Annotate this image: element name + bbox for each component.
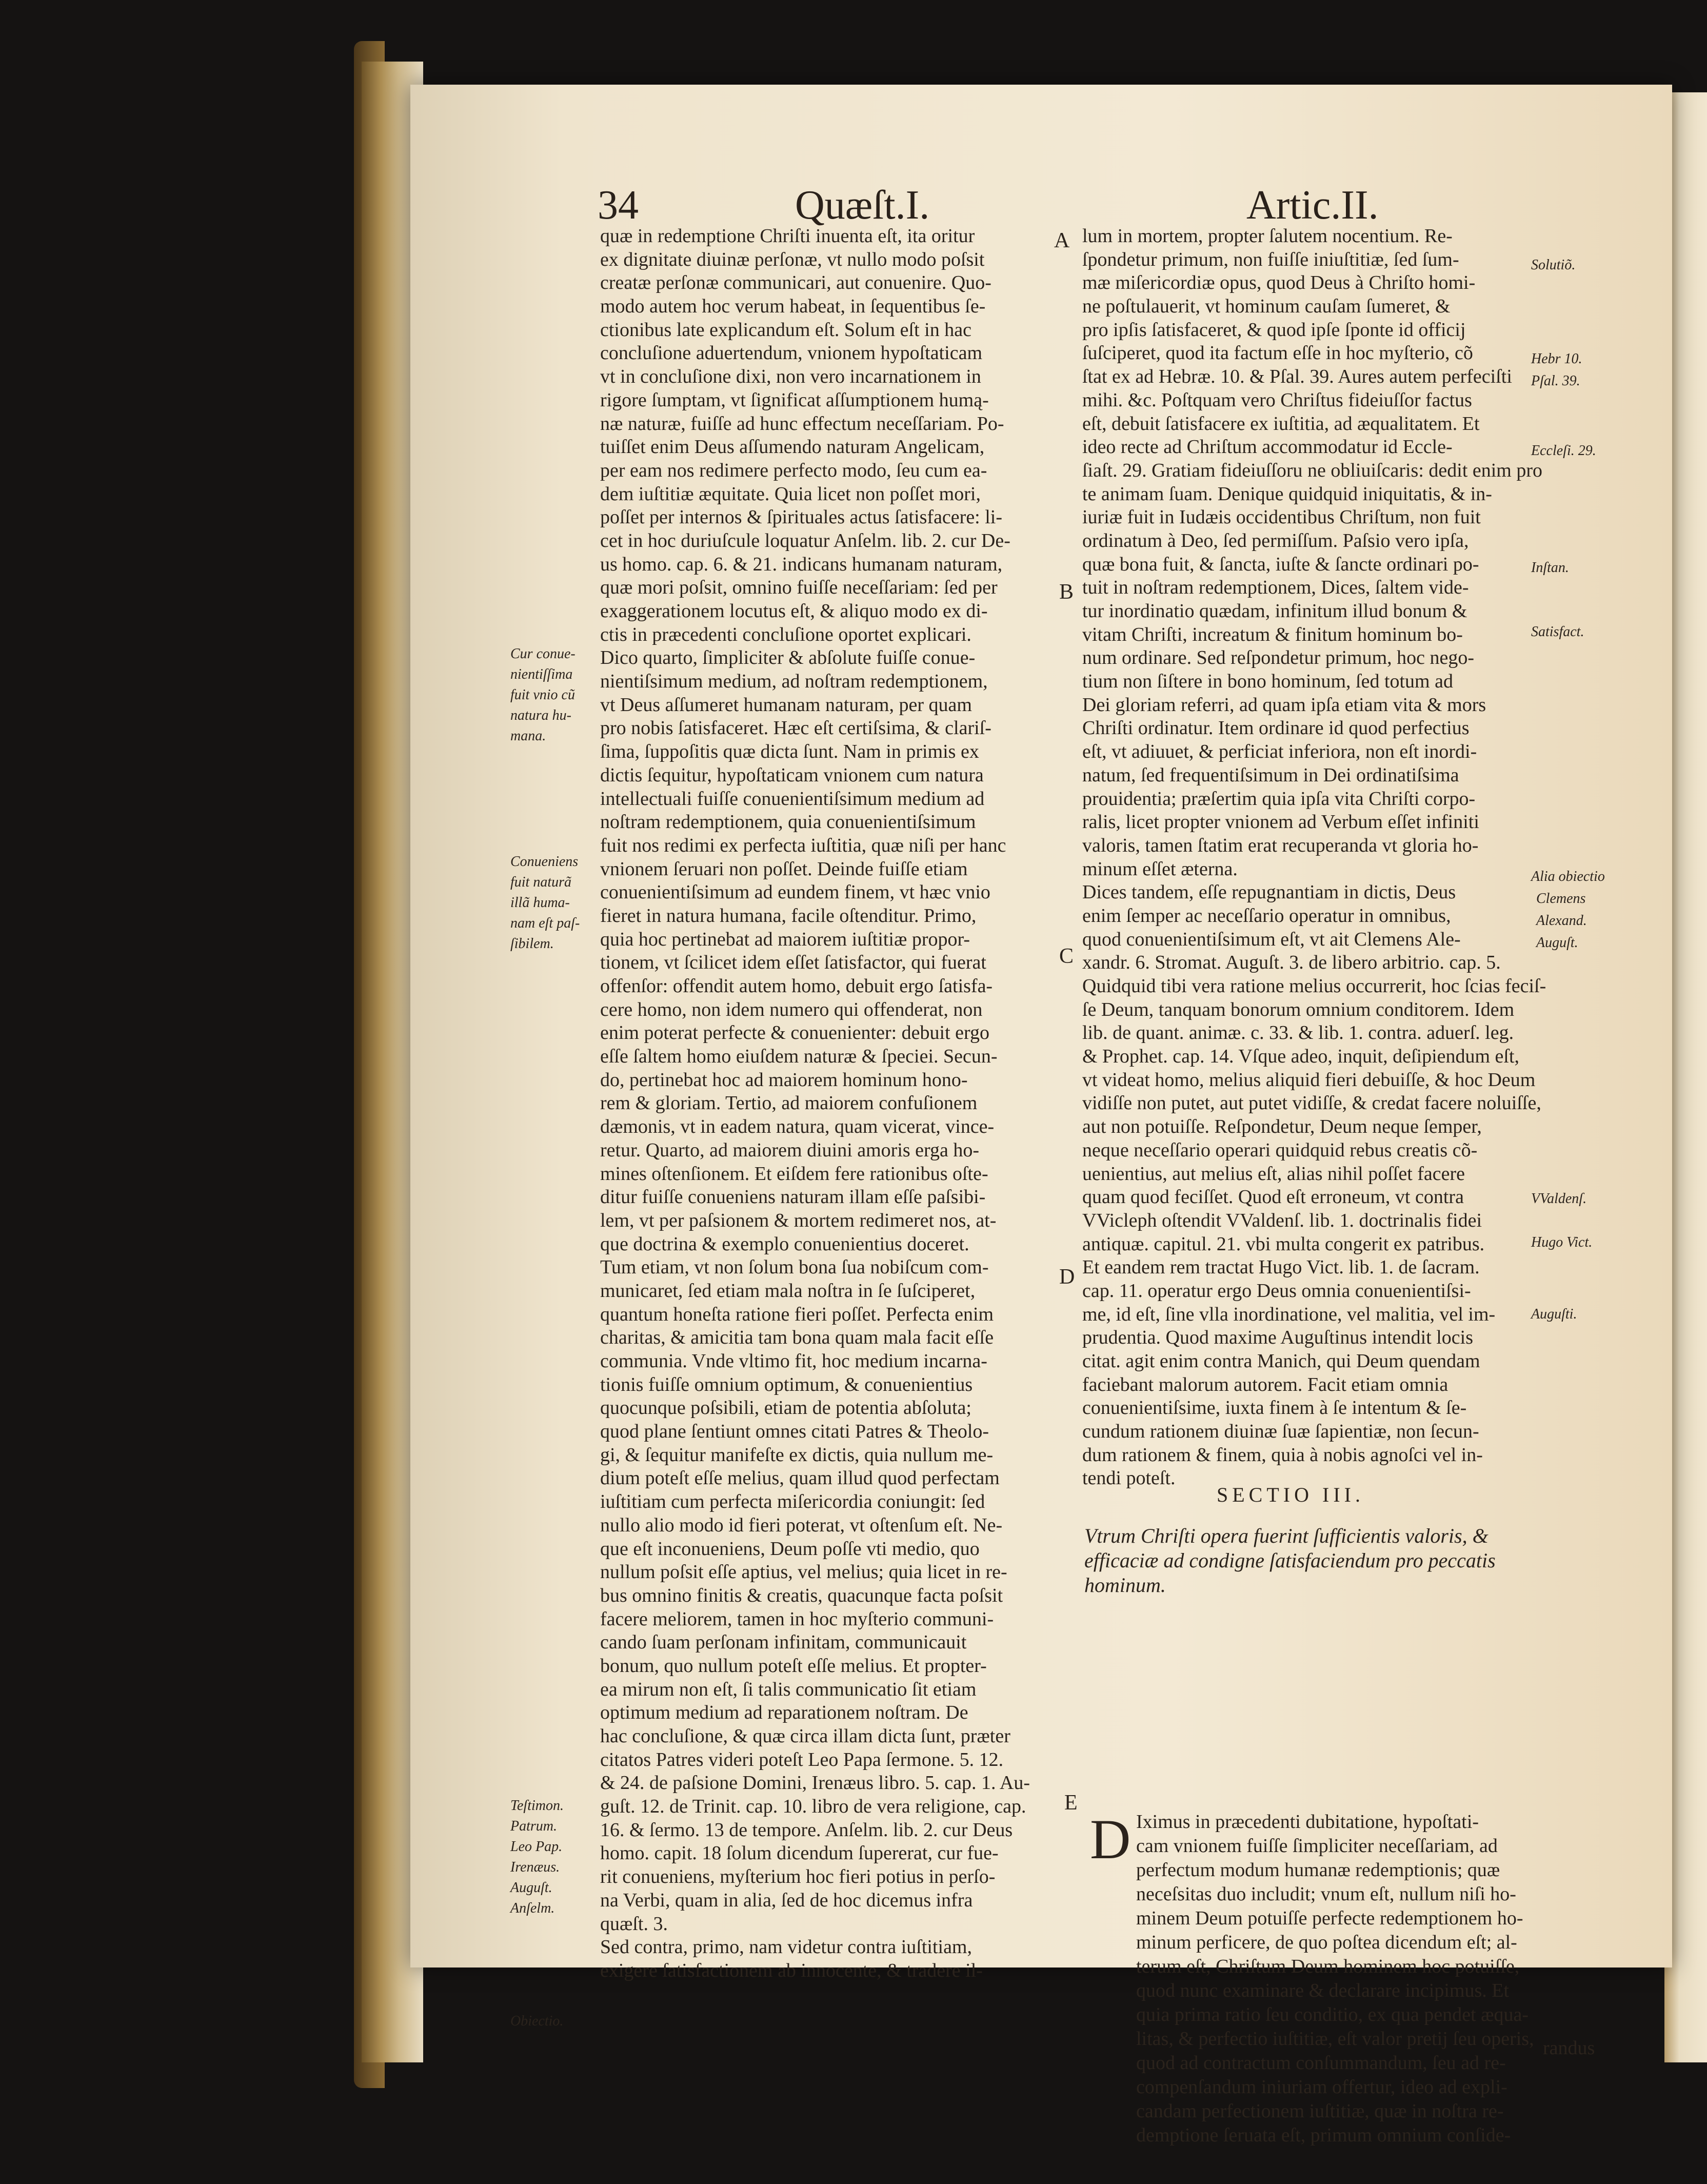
text-line: prouidentia; præſertim quia ipſa vita Chriſti corpo- xyxy=(1082,788,1476,810)
text-line: vidiſſe non putet, aut putet vidiſſe, & credat facere noluiſſe, xyxy=(1082,1092,1541,1114)
text-line: & Prophet. cap. 14. Vſque adeo, inquit, deſipiendum eſt, xyxy=(1082,1046,1520,1068)
text-line: quia hoc pertinebat ad maiorem iuſtitiæ propor- xyxy=(600,928,970,950)
text-line: aut non potuiſſe. Reſpondetur, Deum neque ſemper, xyxy=(1082,1116,1482,1138)
margin-note-line: ſibilem. xyxy=(510,936,554,952)
text-line: lum in mortem, propter ſalutem nocentium. Re- xyxy=(1082,225,1453,247)
text-line: bonum, quo nullum poteſt eſſe melius. Et propter- xyxy=(600,1655,987,1677)
section-letter: B xyxy=(1059,580,1074,604)
text-line: nullo alio modo id fieri poterat, vt oſtenſum eſt. Ne- xyxy=(600,1514,1003,1536)
margin-note-right: Clemens xyxy=(1536,891,1586,907)
text-line: rit conueniens, myſterium hoc fieri potius in perſo- xyxy=(600,1866,996,1888)
margin-note-line: Anſelm. xyxy=(510,1900,555,1916)
text-line: faciebant malorum autorem. Facit etiam omnia xyxy=(1082,1373,1448,1395)
margin-note-line: fuit vnio cũ xyxy=(510,687,575,703)
text-line: minum eſſet æterna. xyxy=(1082,858,1238,880)
text-line: candam perfectionem iuſtitiæ, quæ in noſtra re- xyxy=(1136,2100,1504,2122)
text-line: ex dignitate diuinæ perſonæ, vt nullo modo poſsit xyxy=(600,248,985,270)
text-line: gi, & ſequitur manifeſte ex dictis, quia nullum me- xyxy=(600,1444,994,1466)
text-line: enim poterat perfecte & conuenienter: debuit ergo xyxy=(600,1022,989,1044)
margin-note-line: Patrum. xyxy=(510,1818,557,1834)
text-line: Iximus in præcedenti dubitatione, hypoſtati- xyxy=(1136,1811,1479,1833)
margin-note-right: Eccleſi. 29. xyxy=(1531,443,1596,459)
text-line: cundum rationem diuinæ ſuæ ſapientiæ, non ſecun- xyxy=(1082,1421,1479,1443)
section-subtitle xyxy=(1084,1524,1496,1598)
text-line: charitas, & amicitia tam bona quam mala facit eſſe xyxy=(600,1327,994,1349)
text-line: noſtram redemptionem, quia conuenientiſsimum xyxy=(600,811,976,833)
text-line: tuit in noſtram redemptionem, Dices, ſaltem vide- xyxy=(1082,577,1469,599)
text-line: exaggerationem locutus eſt, & aliquo modo ex di- xyxy=(600,600,988,622)
text-line: citatos Patres videri poteſt Leo Papa ſermone. 5. 12. xyxy=(600,1748,1004,1770)
text-line: nientiſsimum medium, ad noſtram redemptionem, xyxy=(600,671,988,693)
text-line: nullum poſsit eſſe aptius, vel melius; quia licet in re- xyxy=(600,1561,1007,1583)
text-line: vt Deus aſſumeret humanam naturam, per quam xyxy=(600,694,972,716)
text-line: me, id eſt, ſine vlla inordinatione, vel malitia, vel im- xyxy=(1082,1303,1496,1325)
text-line: neceſsitas duo includit; vnum eſt, nullum niſi ho- xyxy=(1136,1883,1516,1905)
text-line: ideo recte ad Chriſtum accommodatur id Eccle- xyxy=(1082,436,1453,458)
margin-note-right: Solutiõ. xyxy=(1531,257,1576,273)
text-line: perfectum modum humanæ redemptionis; quæ xyxy=(1136,1859,1500,1881)
text-line: terum eſt, Chriſtum Deum hominem hoc potuiſſe, xyxy=(1136,1956,1520,1977)
text-line: ne poſtulauerit, vt hominum cauſam ſumeret, & xyxy=(1082,296,1451,318)
text-line: ſima, ſuppoſitis quæ dicta ſunt. Nam in primis ex xyxy=(600,741,979,763)
text-line: na Verbi, quam in alia, ſed de hoc dicemus infra xyxy=(600,1889,973,1911)
text-line: exigere ſatisfactionem ab innocente, & tradere il- xyxy=(600,1959,983,1981)
section-letter: D xyxy=(1059,1265,1075,1289)
text-line: antiquæ. capitul. 21. vbi multa congerit ex patribus. xyxy=(1082,1233,1485,1255)
text-line: Dices tandem, eſſe repugnantiam in dictis, Deus xyxy=(1082,881,1456,903)
margin-note-right: Auguſti. xyxy=(1531,1306,1577,1322)
text-line: us homo. cap. 6. & 21. indicans humanam naturam, xyxy=(600,553,1003,575)
text-line: ordinatum à Deo, ſed permiſſum. Paſsio vero ipſa, xyxy=(1082,529,1469,552)
text-line: lib. de quant. animæ. c. 33. & lib. 1. contra. aduerſ. leg. xyxy=(1082,1022,1514,1044)
text-line: quæ bona fuit, & ſancta, iuſte & ſancte ordinari po- xyxy=(1082,553,1479,575)
text-line: cap. 11. operatur ergo Deus omnia conuenientiſsi- xyxy=(1082,1280,1471,1302)
text-line: prudentia. Quod maxime Auguſtinus intendit locis xyxy=(1082,1327,1474,1349)
section-letter: E xyxy=(1064,1791,1078,1815)
text-line: ctis in præcedenti concluſione oportet explicari. xyxy=(600,623,971,645)
text-line: iuriæ fuit in Iudæis occidentibus Chriſtum, non fuit xyxy=(1082,506,1481,528)
text-line: natum, ſed frequentiſsimum in Dei ordinatiſsima xyxy=(1082,764,1459,786)
text-line: tionis fuiſſe omnium optimum, & conuenientius xyxy=(600,1373,973,1395)
text-line: iuſtitiam cum perfecta miſericordia coniungit: ſed xyxy=(600,1491,985,1513)
text-line: demptione ſeruata eſt, primum omnium conſide- xyxy=(1136,2124,1511,2146)
section-text xyxy=(1136,1810,1534,2148)
text-line: optimum medium ad reparationem noſtram. De xyxy=(600,1702,968,1724)
text-line: tendi poteſt. xyxy=(1082,1467,1176,1489)
text-line: dium poteſt eſſe melius, quam illud quod perfectam xyxy=(600,1467,1000,1489)
margin-note-line: Teſtimon. xyxy=(510,1798,564,1814)
text-line: intellectuali fuiſſe conuenientiſsimum medium ad xyxy=(600,788,985,810)
text-line: citat. agit enim contra Manich, qui Deum quendam xyxy=(1082,1350,1480,1372)
text-line: Tum etiam, vt non ſolum bona ſua nobiſcum com- xyxy=(600,1256,989,1278)
margin-note-left xyxy=(510,644,575,746)
text-line: que doctrina & exemplo conuenientius doceret. xyxy=(600,1233,969,1255)
left-text-column xyxy=(600,225,1030,1983)
margin-note-right: Inſtan. xyxy=(1531,560,1569,576)
text-line: dictis ſequitur, hypoſtaticam vnionem cum natura xyxy=(600,764,984,786)
text-line: quia prima ratio ſeu conditio, ex qua pendet æqua- xyxy=(1136,2004,1529,2025)
text-line: dæmonis, vt in eadem natura, quam vicerat, vince- xyxy=(600,1116,995,1138)
text-line: lem, vt per paſsionem & mortem redimeret nos, at- xyxy=(600,1209,997,1231)
text-line: Dico quarto, ſimpliciter & abſolute fuiſſe conue- xyxy=(600,647,976,669)
text-line: ralis, licet propter vnionem ad Verbum eſſet infiniti xyxy=(1082,811,1479,833)
text-line: vt videat homo, melius aliquid fieri debuiſſe, & hoc Deum xyxy=(1082,1069,1536,1091)
text-line: dum rationem & finem, quia à nobis agnoſci vel in- xyxy=(1082,1444,1483,1466)
text-line: quod ad contractum conſummandum, ſeu ad re- xyxy=(1136,2052,1506,2074)
subtitle-line: Vtrum Chriſti opera fuerint ſufficientis valoris, & xyxy=(1084,1524,1488,1547)
margin-note-line: Auguſt. xyxy=(510,1880,552,1896)
text-line: ſiaſt. 29. Gratiam fideiuſſoru ne obliuiſcaris: dedit enim pro xyxy=(1082,459,1543,481)
text-line: mines oſtenſionem. Et eiſdem fere rationibus oſte- xyxy=(600,1163,988,1185)
text-line: VVicleph oſtendit VValdenſ. lib. 1. doctrinalis fidei xyxy=(1082,1209,1482,1231)
text-line: tium non ſiſtere in bono hominum, ſed totum ad xyxy=(1082,671,1453,693)
catchword: randus xyxy=(1543,2037,1595,2059)
text-line: facere meliorem, tamen in hoc myſterio communi- xyxy=(600,1608,994,1630)
text-line: ea mirum non eſt, ſi talis communicatio ſit etiam xyxy=(600,1678,977,1700)
margin-note-right: Pſal. 39. xyxy=(1531,373,1580,389)
text-line: vitam Chriſti, increatum & finitum hominum bo- xyxy=(1082,623,1463,645)
text-line: communia. Vnde vltimo fit, hoc medium incarna- xyxy=(600,1350,987,1372)
text-line: poſſet per internos & ſpirituales actus ſatisfacere: li- xyxy=(600,506,1003,528)
margin-note-line: Cur conue- xyxy=(510,646,575,662)
text-line: quantum honeſta ratione fieri poſſet. Perfecta enim xyxy=(600,1303,994,1325)
text-line: guſt. 12. de Trinit. cap. 10. libro de vera religione, cap. xyxy=(600,1796,1026,1818)
text-line: retur. Quarto, ad maiorem diuini amoris erga ho- xyxy=(600,1139,980,1161)
text-line: bus omnino finitis & creatis, quacunque facta poſsit xyxy=(600,1584,1003,1606)
text-line: dem iuſtitiæ æquitate. Quia licet non poſſet mori, xyxy=(600,483,981,505)
text-line: creatæ perſonæ communicari, aut conuenire. Quo- xyxy=(600,272,991,294)
text-line: fieret in natura humana, facile oſtenditur. Primo, xyxy=(600,904,977,927)
running-head-right: Artic.II. xyxy=(1246,183,1379,228)
text-line: quod nunc examinare & declarare incipimus. Et xyxy=(1136,1980,1510,2001)
margin-note-right: Hugo Vict. xyxy=(1531,1234,1593,1250)
margin-note-line: Conueniens xyxy=(510,854,579,870)
text-line: cam vnionem fuiſſe ſimpliciter neceſſariam, ad xyxy=(1136,1835,1498,1857)
text-line: ſe Deum, tanquam bonorum omnium conditorem. Idem xyxy=(1082,998,1515,1020)
running-head-left: Quæſt.I. xyxy=(795,183,930,228)
subtitle-line: hominum. xyxy=(1084,1573,1166,1597)
text-line: cando ſuam perſonam infinitam, communicauit xyxy=(600,1631,967,1654)
text-line: concluſione aduertendum, vnionem hypoſtaticam xyxy=(600,342,983,364)
margin-note-left xyxy=(510,852,580,954)
text-line: quod plane ſentiunt omnes citati Patres & Theolo- xyxy=(600,1421,989,1443)
text-line: conuenientiſsimum ad eundem finem, vt hæc vnio xyxy=(600,881,990,903)
page-number: 34 xyxy=(598,183,639,228)
text-line: tuiſſet enim Deus aſſumendo naturam Angelicam, xyxy=(600,436,985,458)
margin-note-line: Irenæus. xyxy=(510,1859,560,1875)
text-line: eſſe ſaltem homo eiuſdem naturæ & ſpeciei. Secun- xyxy=(600,1046,998,1068)
margin-note-left xyxy=(510,2011,563,2032)
text-line: quæſt. 3. xyxy=(600,1913,668,1935)
margin-note-line: nam eſt paſ- xyxy=(510,915,580,931)
text-line: næ naturæ, fuiſſe ad hunc effectum neceſſariam. Po- xyxy=(600,412,1004,435)
margin-note-right: Satisfact. xyxy=(1531,624,1584,640)
margin-note-right: VValdenſ. xyxy=(1531,1191,1587,1207)
text-line: Dei gloriam referri, ad quam ipſa etiam vita & mors xyxy=(1082,694,1486,716)
margin-note-line: Obiectio. xyxy=(510,2013,564,2029)
text-line: minum perficere, de quo poſtea dicendum eſt; al- xyxy=(1136,1932,1517,1953)
text-line: Et eandem rem tractat Hugo Vict. lib. 1. de ſacram. xyxy=(1082,1256,1480,1278)
text-line: vnionem ſeruari non poſſet. Deinde fuiſſe etiam xyxy=(600,858,968,880)
text-line: & 24. de paſsione Domini, Irenæus libro. 5. cap. 1. Au- xyxy=(600,1772,1030,1794)
text-line: uenientius, aut melius eſt, alias nihil poſſet facere xyxy=(1082,1163,1465,1185)
section-letter: A xyxy=(1054,229,1070,252)
text-line: litas, & perfectio iuſtitiæ, eſt valor pretij ſeu operis, xyxy=(1136,2028,1534,2050)
text-line: vt in concluſione dixi, non vero incarnationem in xyxy=(600,366,981,388)
text-line: cet in hoc duriuſcule loquatur Anſelm. lib. 2. cur De- xyxy=(600,529,1010,552)
text-line: conuenientiſsime, iuxta finem à ſe intentum & ſe- xyxy=(1082,1397,1467,1419)
text-line: quocunque poſsibili, etiam de potentia abſoluta; xyxy=(600,1397,971,1419)
text-line: mæ miſericordiæ opus, quod Deus à Chriſto homi- xyxy=(1082,272,1476,294)
text-line: Chriſti ordinatur. Item ordinare id quod perfectius xyxy=(1082,717,1470,739)
text-line: Sed contra, primo, nam videtur contra iuſtitiam, xyxy=(600,1936,972,1958)
text-line: quam quod feciſſet. Quod eſt erroneum, vt contra xyxy=(1082,1186,1464,1208)
text-line: rem & gloriam. Tertio, ad maiorem confuſionem xyxy=(600,1092,978,1114)
text-line: ditur fuiſſe conueniens naturam illam eſſe paſsibi- xyxy=(600,1186,986,1208)
text-line: te animam ſuam. Denique quidquid iniquitatis, & in- xyxy=(1082,483,1492,505)
text-line: enim ſemper ac neceſſario operatur in omnibus, xyxy=(1082,904,1451,927)
text-line: offenſor: offendit autem homo, debuit ergo ſatisfa- xyxy=(600,975,993,997)
text-line: tur inordinatio quædam, infinitum illud bonum & xyxy=(1082,600,1467,622)
text-line: quæ mori poſsit, omnino fuiſſe neceſſariam: ſed per xyxy=(600,577,998,599)
text-line: neque neceſſario operari quidquid rebus creatis cõ- xyxy=(1082,1139,1478,1161)
margin-note-line: mana. xyxy=(510,728,546,744)
text-line: 16. & ſermo. 13 de tempore. Anſelm. lib. 2. cur Deus xyxy=(600,1819,1013,1841)
text-line: quod conuenientiſsimum eſt, vt ait Clemens Ale- xyxy=(1082,928,1461,950)
text-line: xandr. 6. Stromat. Auguſt. 3. de libero arbitrio. cap. 5. xyxy=(1082,952,1501,974)
text-line: ſuſciperet, quod ita factum eſſe in hoc myſterio, cõ xyxy=(1082,342,1473,364)
margin-note-right: Auguſt. xyxy=(1536,935,1578,951)
text-line: que eſt inconueniens, Deum poſſe vti medio, quo xyxy=(600,1538,980,1560)
text-line: tionem, vt ſcilicet idem eſſet ſatisfactor, qui fuerat xyxy=(600,952,986,974)
margin-note-line: Leo Pap. xyxy=(510,1839,563,1855)
text-line: rigore ſumptam, vt ſignificat aſſumptionem humą- xyxy=(600,389,989,411)
right-text-column xyxy=(1082,225,1546,1490)
margin-note-line: natura hu- xyxy=(510,707,571,723)
text-line: Quidquid tibi vera ratione melius occurrerit, hoc ſcias feciſ- xyxy=(1082,975,1546,997)
text-line: mihi. &c. Poſtquam vero Chriſtus fideiuſſor factus xyxy=(1082,389,1472,411)
drop-capital: D xyxy=(1090,1808,1131,1871)
section-title: SECTIO III. xyxy=(1217,1483,1364,1506)
text-line: per eam nos redimere perfecto modo, ſeu cum ea- xyxy=(600,459,987,481)
text-line: fuit nos redimi ex perfecta iuſtitia, quæ niſi per hanc xyxy=(600,834,1006,856)
text-line: hac concluſione, & quæ circa illam dicta ſunt, præter xyxy=(600,1725,1010,1747)
margin-note-line: illã huma- xyxy=(510,895,570,911)
text-line: cere homo, non idem numero qui offenderat, non xyxy=(600,998,983,1020)
margin-note-line: nientiſſima xyxy=(510,666,573,682)
text-line: minem Deum potuiſſe perfecte redemptionem ho- xyxy=(1136,1907,1523,1929)
text-line: num ordinare. Sed reſpondetur primum, hoc nego- xyxy=(1082,647,1475,669)
margin-note-left xyxy=(510,1796,564,1919)
text-line: municaret, ſed etiam mala noſtra in ſe ſuſciperet, xyxy=(600,1280,976,1302)
margin-note-right: Alexand. xyxy=(1536,913,1587,929)
text-line: modo autem hoc verum habeat, in ſequentibus ſe- xyxy=(600,296,986,318)
text-line: ſpondetur primum, non fuiſſe iniuſtitiæ, ſed ſum- xyxy=(1082,248,1459,270)
text-line: do, pertinebat hoc ad maiorem hominum hono- xyxy=(600,1069,968,1091)
text-line: pro nobis ſatisfaceret. Hæc eſt certiſsima, & clariſ- xyxy=(600,717,991,739)
text-line: pro ipſis ſatisfaceret, & quod ipſe ſponte id officij xyxy=(1082,319,1466,341)
text-line: eſt, debuit ſatisfacere ex iuſtitia, ad æqualitatem. Et xyxy=(1082,412,1480,435)
text-line: ctionibus late explicandum eſt. Solum eſt in hac xyxy=(600,319,971,341)
text-line: quæ in redemptione Chriſti inuenta eſt, ita oritur xyxy=(600,225,975,247)
section-letter: C xyxy=(1059,945,1074,968)
text-line: valoris, tamen ſtatim erat recuperanda vt gloria ho- xyxy=(1082,834,1479,856)
text-line: ſtat ex ad Hebræ. 10. & Pſal. 39. Aures autem perfeciſti xyxy=(1082,366,1512,388)
margin-note-line: fuit naturã xyxy=(510,874,572,890)
text-line: compenſandum iniuriam offertur, ideo ad expli- xyxy=(1136,2076,1507,2098)
text-line: eſt, vt adiuuet, & perficiat inferiora, non eſt inordi- xyxy=(1082,741,1477,763)
margin-note-right: Alia obiectio xyxy=(1531,869,1605,884)
margin-note-right: Hebr 10. xyxy=(1531,351,1582,367)
subtitle-line: efficaciæ ad condigne ſatisfaciendum pro peccatis xyxy=(1084,1549,1496,1572)
text-line: homo. capit. 18 ſolum dicendum ſupererat, cur fue- xyxy=(600,1842,999,1864)
